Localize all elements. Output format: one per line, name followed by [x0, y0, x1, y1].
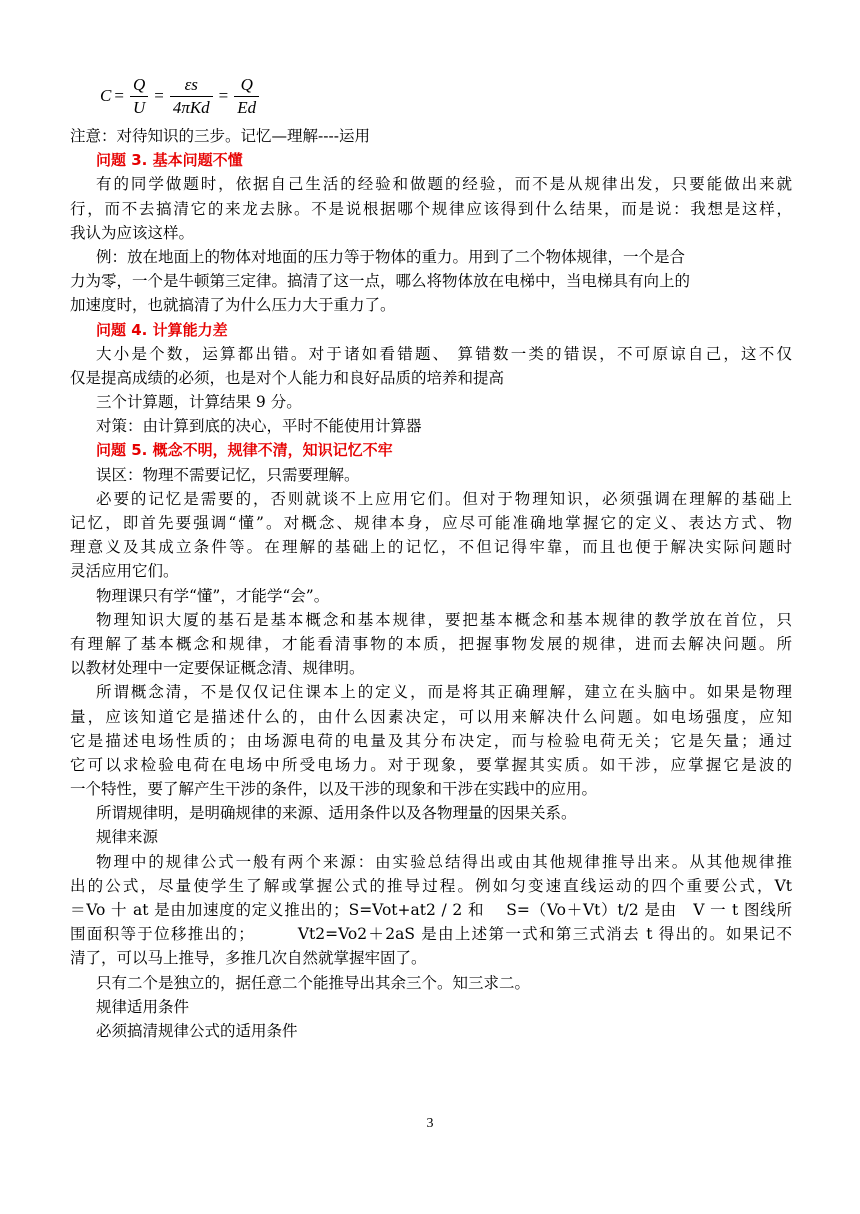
fraction-q-over-ed [234, 74, 259, 119]
paragraph-line: 行，而不去搞清它的来龙去脉。不是说根据哪个规律应该得到什么结果，而是说：我想是这样， [70, 199, 792, 218]
page-number: 3 [426, 1116, 434, 1131]
paragraph-line: 必要的记忆是需要的，否则就谈不上应用它们。但对于物理知识，必须强调在理解的基础上 [96, 489, 792, 508]
paragraph-line: 对策：由计算到底的决心，平时不能使用计算器 [96, 417, 422, 436]
section-heading: 问题 4. 计算能力差 [96, 320, 228, 339]
paragraph-line: 大小是个数，运算都出错。对于诸如看错题、 算错数一类的错误，不可原谅自己，这不仅 [96, 344, 792, 363]
paragraph-line: 力为零，一个是牛顿第三定律。搞清了这一点，哪么将物体放在电梯中，当电梯具有向上的 [70, 272, 691, 291]
paragraph-line: 记忆，即首先要强调“懂”。对概念、规律本身，应尽可能准确地掌握它的定义、表达方式、物 [70, 514, 792, 532]
paragraph-line: 物理课只有学“懂”，才能学“会”。 [96, 586, 330, 605]
paragraph-line: 规律来源 [96, 828, 159, 847]
fraction-numerator: Q [240, 74, 253, 94]
paragraph-line: 物理知识大厦的基石是基本概念和基本规律，要把基本概念和基本规律的教学放在首位，只 [96, 610, 792, 629]
fraction-es-over-4pikd [170, 74, 213, 119]
paragraph-line: 必须搞清规律公式的适用条件 [96, 1021, 298, 1040]
paragraph-line: 一个特性，要了解产生干涉的条件，以及干涉的现象和干涉在实践中的应用。 [70, 780, 598, 799]
paragraph-line: 物理中的规律公式一般有两个来源：由实验总结得出或由其他规律推导出来。从其他规律推 [96, 852, 792, 871]
paragraph-line: 有的同学做题时，依据自己生活的经验和做题的经验，而不是从规律出发，只要能做出来就 [96, 175, 792, 194]
paragraph-line: 误区：物理不需要记忆，只需要理解。 [96, 465, 360, 484]
paragraph-line: 以教材处理中一定要保证概念清、规律明。 [70, 659, 365, 678]
paragraph-line: 量，应该知道它是描述什么的，由什么因素决定，可以用来解决什么问题。如电场强度，应知 [70, 707, 792, 726]
paragraph-line: ＝Vo 十 at 是由加速度的定义推出的；S=Vot+at2 / 2 和 S=（Vo＋Vt）t/2 是由 V 一 t 图线所 [70, 901, 792, 919]
paragraph-line: 出的公式，尽量使学生了解或掌握公式的推导过程。例如匀变速直线运动的四个重要公式，Vt [70, 876, 792, 895]
paragraph-line: 清了，可以马上推导，多推几次自然就掌握牢固了。 [70, 949, 427, 968]
fraction-denominator: Ed [237, 97, 257, 117]
paragraph-line: 仅是提高成绩的必须，也是对个人能力和良好品质的培养和提高 [70, 368, 505, 387]
paragraph-line: 围面积等于位移推出的； Vt2=Vo2＋2aS 是由上述第一式和第三式消去 t 得出的。如果记不 [70, 925, 792, 944]
formula-equals: = [154, 86, 164, 105]
paragraph-line: 它是描述电场性质的；由场源电荷的电量及其分布决定，而与检验电荷无关；它是矢量；通过 [70, 731, 792, 750]
fraction-denominator: U [132, 97, 146, 117]
body-text [70, 124, 792, 1043]
paragraph-line: 注意：对待知识的三步。记忆—理解----运用 [70, 127, 370, 145]
paragraph-line: 只有二个是独立的，据任意二个能推导出其余三个。知三求二。 [96, 973, 531, 992]
formula-equals: = [114, 86, 124, 105]
paragraph-line: 灵活应用它们。 [70, 562, 179, 581]
fraction-q-over-u [130, 74, 148, 119]
section-heading: 问题 3. 基本问题不懂 [96, 151, 243, 170]
paragraph-line: 例：放在地面上的物体对地面的压力等于物体的重力。用到了二个物体规律，一个是合 [96, 247, 686, 266]
fraction-numerator: εs [184, 74, 198, 94]
section-heading: 问题 5. 概念不明，规律不清，知识记忆不牢 [96, 441, 393, 460]
paragraph-line: 有理解了基本概念和规律，才能看清事物的本质，把握事物发展的规律，进而去解决问题。所 [70, 634, 792, 653]
paragraph-line: 所谓规律明，是明确规律的来源、适用条件以及各物理量的因果关系。 [96, 804, 577, 823]
formula-equals: = [218, 86, 229, 105]
paragraph-line: 规律适用条件 [96, 997, 190, 1016]
paragraph-line: 所谓概念清，不是仅仅记住课本上的定义，而是将其正确理解，建立在头脑中。如果是物理 [96, 683, 792, 702]
capacitance-formula [100, 68, 262, 124]
fraction-denominator: 4πKd [172, 97, 210, 117]
formula-lhs: C [100, 86, 112, 105]
paragraph-line: 加速度时，也就搞清了为什么压力大于重力了。 [70, 296, 396, 315]
paragraph-line: 我认为应该这样。 [70, 223, 195, 242]
fraction-numerator: Q [132, 74, 146, 94]
paragraph-line: 三个计算题，计算结果 9 分。 [96, 393, 302, 412]
paragraph-line: 理意义及其成立条件等。在理解的基础上的记忆，不但记得牢靠，而且也便于解决实际问题时 [70, 538, 792, 557]
paragraph-line: 它可以求检验电荷在电场中所受电场力。对于现象，要掌握其实质。如干涉，应掌握它是波的 [70, 755, 792, 774]
